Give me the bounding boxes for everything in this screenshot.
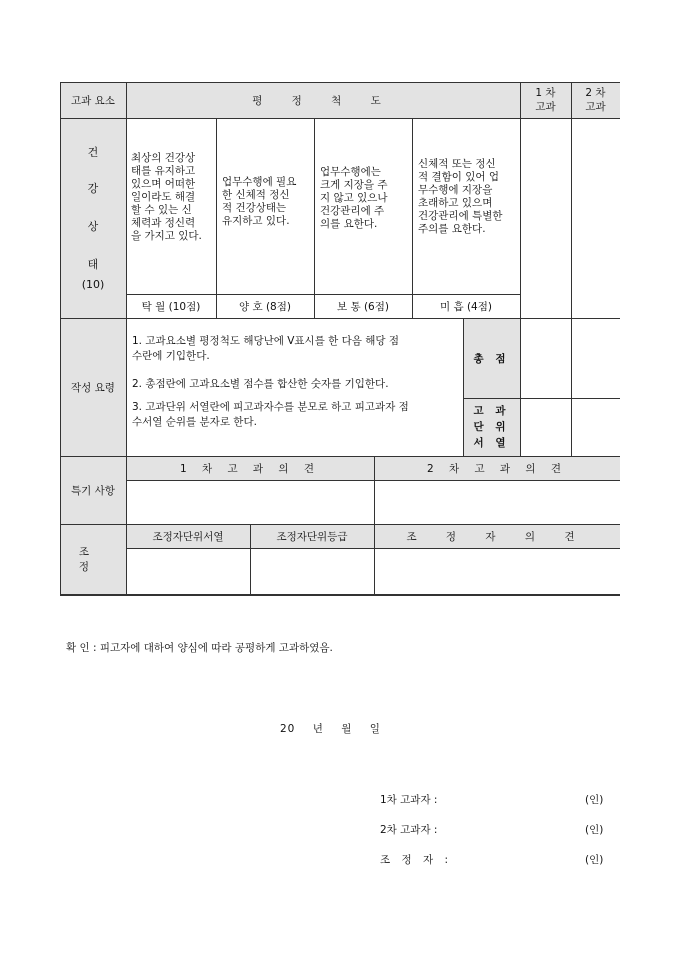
health-desc-excellent: 최상의 건강상 태를 유지하고 있으며 어떠한 일이라도 해결 할 수 있는 신 체력과 정신력 을 가지고 있다. — [131, 152, 202, 242]
second-opinion-head: 2 차 고 과 의 견 — [426, 462, 568, 475]
rule — [60, 118, 620, 119]
instruction-item: 2. 총점란에 고과요소별 점수를 합산한 숫자를 기입한다. — [132, 378, 389, 390]
adjust-opinion-head: 조 정 자 의 견 — [406, 530, 588, 543]
signer-seal: (인) — [585, 794, 604, 806]
signer-role: 2차 고과자 : — [380, 824, 438, 836]
health-desc-good: 업무수행에 필요 한 신체적 정신 적 건강상태는 유지하고 있다. — [222, 176, 297, 227]
first-opinion-head: 1 차 고 과 의 견 — [179, 462, 321, 475]
grade-excellent: 탁 월 (10점) — [141, 300, 201, 313]
health-char: 건 — [87, 146, 99, 159]
adjust-label: 조 정 — [78, 546, 108, 573]
health-char: 태 — [87, 258, 99, 271]
instruction-item: 3. 고과단위 서열란에 피고과자수를 분모로 하고 피고과자 점 수서열 순위를 분자로 한다. — [132, 401, 409, 428]
health-char: 상 — [87, 220, 99, 233]
rule — [60, 318, 620, 319]
grade-poor: 미 흡 (4점) — [440, 300, 492, 313]
rule — [126, 82, 127, 594]
health-char: 강 — [87, 182, 99, 195]
grade-good: 양 호 (8점) — [239, 300, 291, 313]
instructions-label: 작성 요령 — [71, 381, 115, 394]
rule — [412, 118, 413, 318]
header-first-eval: 1 차 고과 — [535, 87, 556, 113]
remarks-label: 특기 사항 — [71, 484, 115, 497]
header-second-eval: 2 차 고과 — [585, 87, 606, 113]
rule — [520, 82, 521, 456]
rank-label: 고 과 단 위 서 열 — [473, 405, 510, 449]
signer-role: 1차 고과자 : — [380, 794, 438, 806]
rule — [571, 82, 572, 456]
header-factor: 고과 요소 — [71, 94, 115, 107]
adjust-rank-grade-head: 조정자단위등급 — [276, 530, 348, 543]
rule — [216, 118, 217, 318]
rule — [60, 594, 620, 596]
rule — [126, 548, 620, 549]
health-desc-poor: 신체적 또는 정신 적 결함이 있어 업 무수행에 지장을 초래하고 있으며 건강관리에 특별한 주의를 요한다. — [418, 158, 503, 235]
instruction-item: 1. 고과요소별 평정척도 해당난에 V표시를 한 다음 해당 점 수란에 기입한다. — [132, 335, 400, 362]
health-label — [60, 118, 126, 318]
confirmation-text: 확 인 : 피고자에 대하여 양심에 따라 공평하게 고과하였음. — [66, 642, 333, 654]
signer-seal: (인) — [585, 824, 604, 836]
health-points: (10) — [81, 278, 105, 291]
header-scale: 평 정 척 도 — [252, 94, 394, 107]
date-line: 20 년 월 일 — [280, 723, 381, 735]
grade-average: 보 통 (6점) — [337, 300, 389, 313]
health-desc-average: 업무수행에는 크게 지장을 주 지 않고 있으나 건강관리에 주 의를 요한다. — [320, 166, 388, 230]
signer-seal: (인) — [585, 854, 604, 866]
signer-role: 조 정 자 : — [380, 854, 452, 866]
total-label: 총 점 — [473, 352, 510, 365]
adjust-rank-order-head: 조정자단위서열 — [152, 530, 224, 543]
rule — [314, 118, 315, 318]
rule — [126, 480, 620, 481]
